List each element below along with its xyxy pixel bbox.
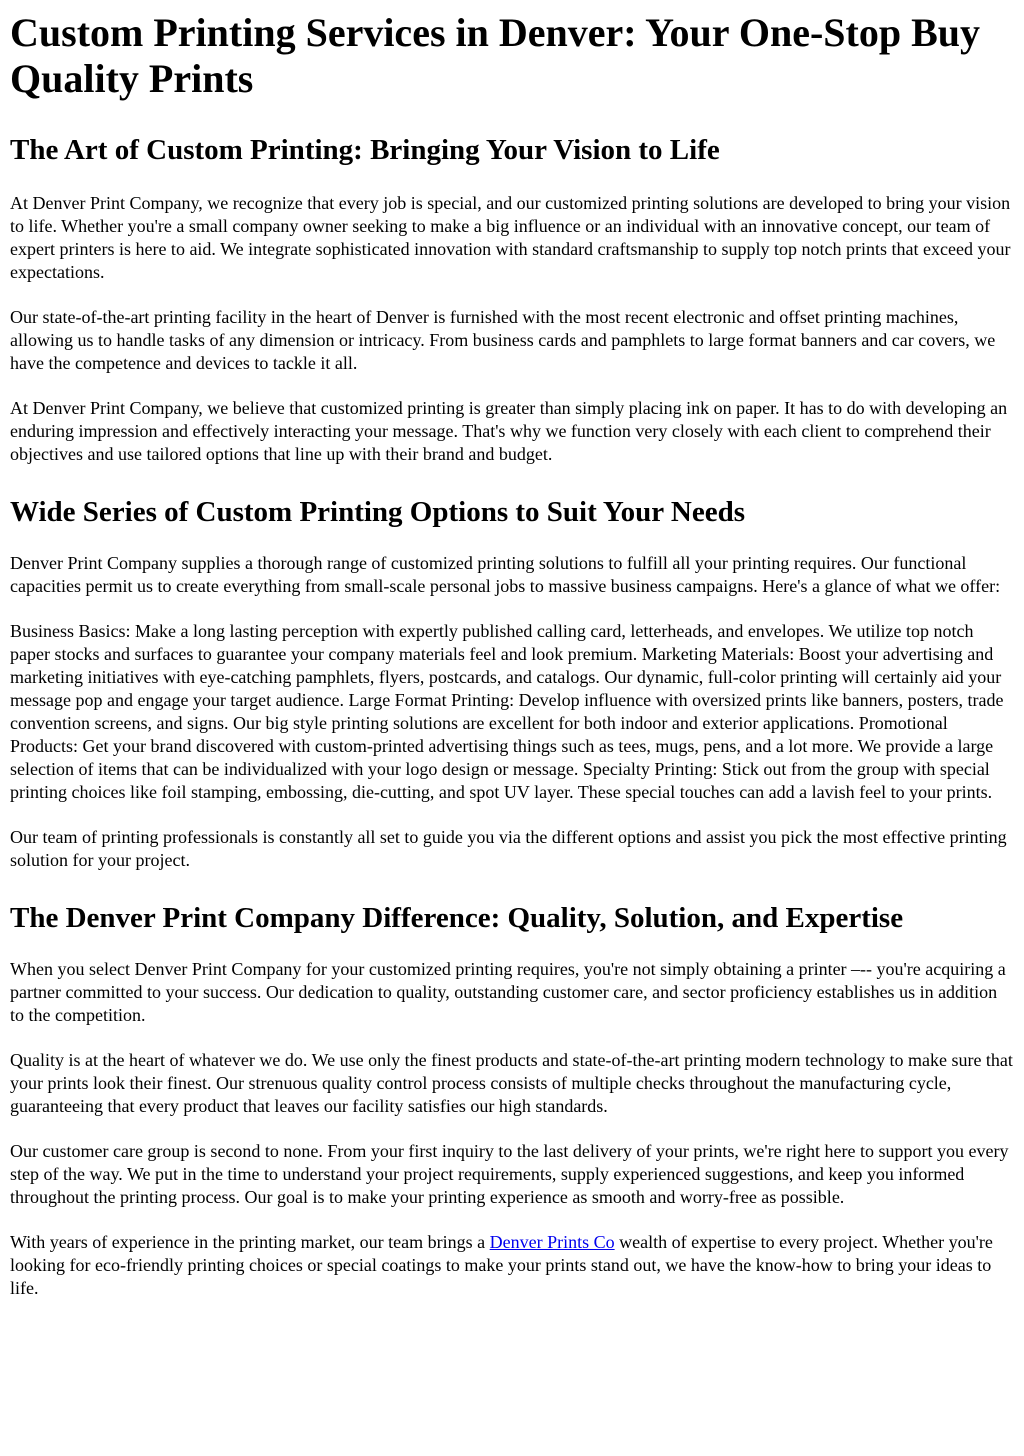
paragraph: When you select Denver Print Company for your customized printing requires, you're not simply obtaining a printer –-- you're acquiring a partner committed to your success. Our dedication to quality, outstanding customer care, and sector proficiency establishes us in addition to the competition. <box>10 959 1006 1025</box>
paragraph: Quality is at the heart of whatever we do. We use only the finest products and state-of-the-art printing modern technology to make sure that your prints look their finest. Our strenuous quality control process consists of multiple checks throughout the manufacturing cycle, guaranteeing that every product that leaves our facility satisfies our high standards. <box>10 1050 1013 1116</box>
paragraph: At Denver Print Company, we recognize that every job is special, and our customized printing solutions are developed to bring your vision to life. Whether you're a small company owner seeking to make a big influence or an individual with an innovative concept, our team of expert printers is here to aid. We integrate sophisticated innovation with standard craftsmanship to supply top notch prints that exceed your expectations. <box>10 193 1011 282</box>
paragraph: Our customer care group is second to none. From your first inquiry to the last delivery of your prints, we're right here to support you every step of the way. We put in the time to understand your project requirements, supply experienced suggestions, and keep you informed throughout the printing process. Our goal is to make your printing experience as smooth and worry-free as possible. <box>10 1141 1009 1207</box>
section-heading: The Denver Print Company Difference: Quality, Solution, and Expertise <box>10 902 904 934</box>
paragraph-text-after-link: wealth of expertise to every project. Whether you're looking for eco-friendly printing choices or special coatings to make your prints stand out, we have the know-how to bring your ideas to life. <box>10 1232 993 1298</box>
paragraph: At Denver Print Company, we believe that customized printing is greater than simply placing ink on paper. It has to do with developing an enduring impression and effectively interacting your message. That's why we function very closely with each client to comprehend their objectives and use tailored options that line up with their brand and budget. <box>10 398 1008 464</box>
denver-prints-co-link[interactable]: Denver Prints Co <box>489 1232 615 1252</box>
page-title: Custom Printing Services in Denver: Your One-Stop Buy Quality Prints <box>10 10 980 101</box>
paragraph-text-before-link: With years of experience in the printing market, our team brings a <box>10 1232 490 1252</box>
section-heading: Wide Series of Custom Printing Options to Suit Your Needs <box>10 496 745 528</box>
paragraph-with-link <box>10 1231 1014 1300</box>
paragraph: Business Basics: Make a long lasting perception with expertly published calling card, letterheads, and envelopes. We utilize top notch paper stocks and surfaces to guarantee your company materials feel and look premium. Marketing Materials: Boost your advertising and marketing initiatives with eye-catching pamphlets, flyers, postcards, and catalogs. Our dynamic, full-color printing will certainly aid your message pop and engage your target audience. Large Format Printing: Develop influence with oversized prints like banners, posters, trade convention screens, and signs. Our big style printing solutions are excellent for both indoor and exterior applications. Promotional Products: Get your brand discovered with custom-printed advertising things such as tees, mugs, pens, and a lot more. We provide a large selection of items that can be individualized with your logo design or message. Specialty Printing: Stick out from the group with special printing choices like foil stamping, embossing, die-cutting, and spot UV layer. These special touches can add a lavish feel to your prints. <box>10 621 1004 802</box>
paragraph: Our state-of-the-art printing facility in the heart of Denver is furnished with the most recent electronic and offset printing machines, allowing us to handle tasks of any dimension or intricacy. From business cards and pamphlets to large format banners and car covers, we have the competence and devices to tackle it all. <box>10 307 996 373</box>
article <box>0 10 1024 1300</box>
paragraph: Denver Print Company supplies a thorough range of customized printing solutions to fulfill all your printing requires. Our functional capacities permit us to create everything from small-scale personal jobs to massive business campaigns. Here's a glance of what we offer: <box>10 553 1001 596</box>
section-heading: The Art of Custom Printing: Bringing Your Vision to Life <box>10 134 720 166</box>
paragraph: Our team of printing professionals is constantly all set to guide you via the different options and assist you pick the most effective printing solution for your project. <box>10 827 1007 870</box>
